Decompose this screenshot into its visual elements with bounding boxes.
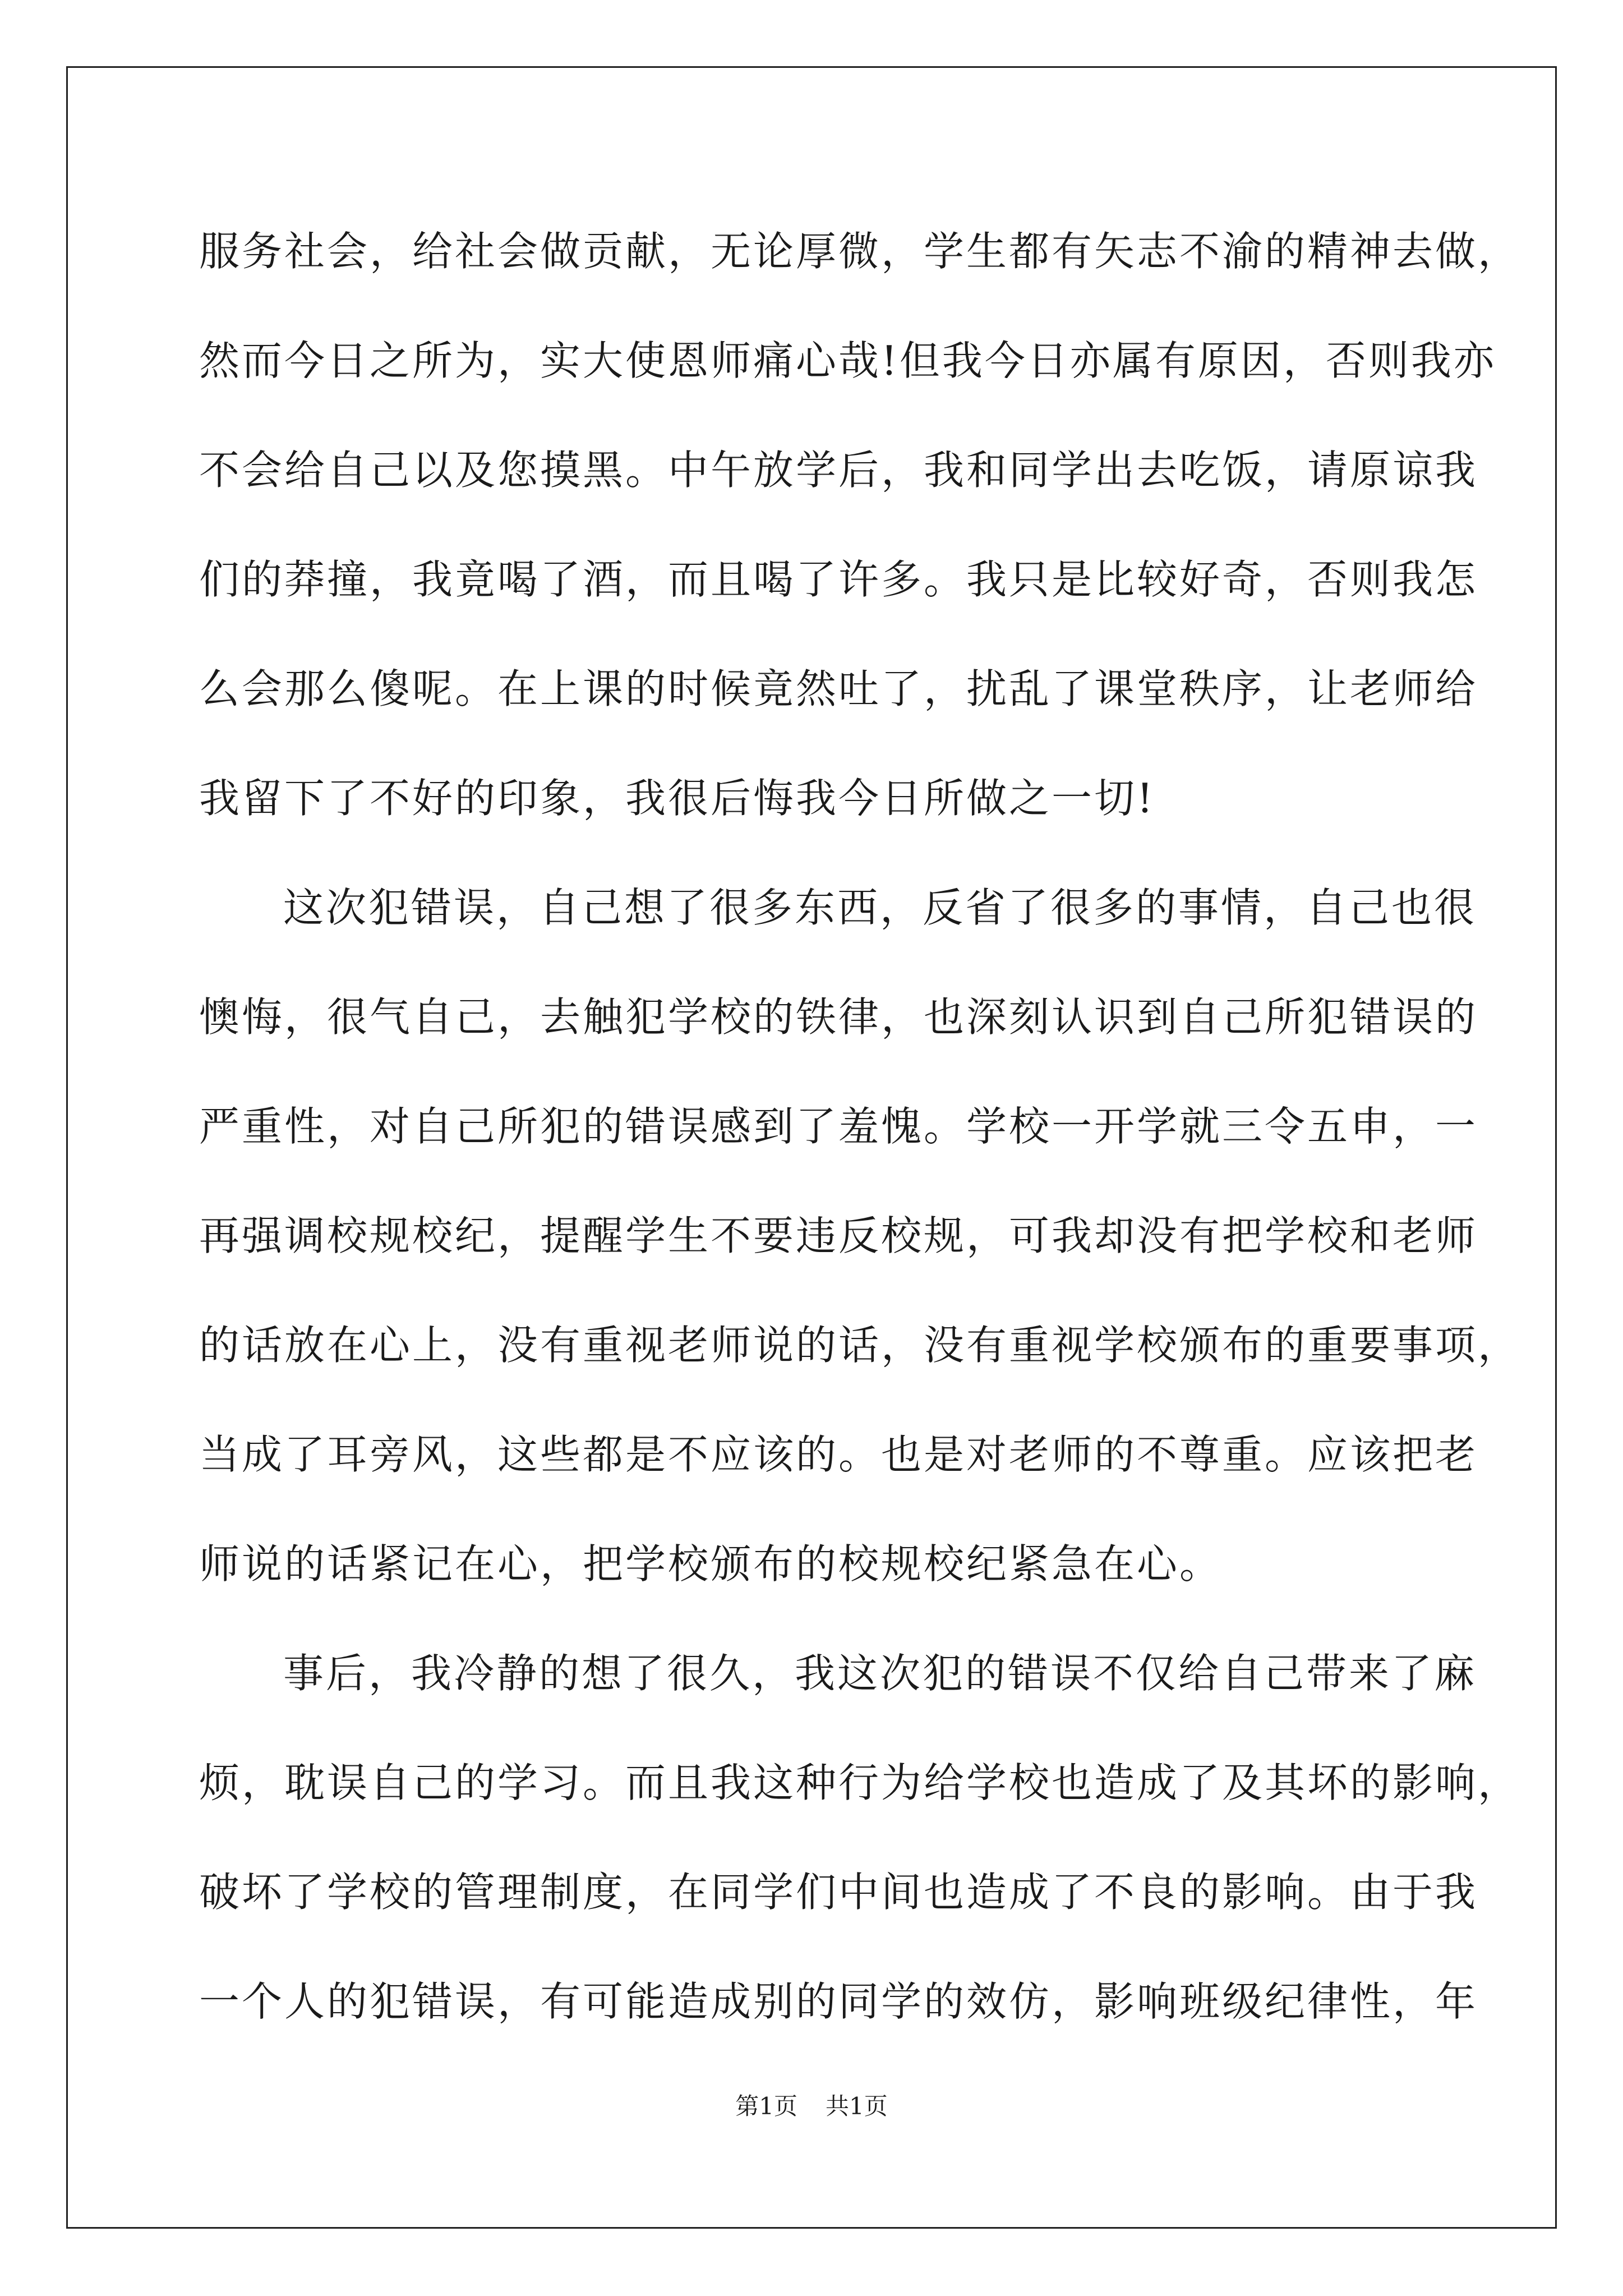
text-line: 不会给自己以及您摸黑。中午放学后，我和同学出去吃饭，请原谅我 [199, 447, 1478, 494]
text-line: 严重性，对自己所犯的错误感到了羞愧。学校一开学就三令五申，一 [199, 1103, 1478, 1150]
text-line: 服务社会，给社会做贡献，无论厚微，学生都有矢志不渝的精神去做， [199, 228, 1521, 275]
text-line: 懊悔，很气自己，去触犯学校的铁律，也深刻认识到自己所犯错误的 [199, 993, 1478, 1041]
text-line: 这次犯错误，自己想了很多东西，反省了很多的事情，自己也很 [283, 884, 1477, 931]
text-line: 事后，我冷静的想了很久，我这次犯的错误不仅给自己带来了麻 [283, 1650, 1477, 1697]
page-total: 共1页 [826, 2092, 888, 2120]
text-line: 再强调校规校纪，提醒学生不要违反校规，可我却没有把学校和老师 [199, 1212, 1478, 1259]
text-line: 破坏了学校的管理制度，在同学们中间也造成了不良的影响。由于我 [199, 1869, 1478, 1916]
page-number: 第1页 [735, 2092, 797, 2120]
page-footer [0, 2090, 1623, 2123]
text-line: 烦，耽误自己的学习。而且我这种行为给学校也造成了及其坏的影响， [199, 1759, 1521, 1806]
text-line: 一个人的犯错误，有可能造成别的同学的效仿，影响班级纪律性，年 [199, 1978, 1478, 2025]
text-line: 师说的话紧记在心，把学校颁布的校规校纪紧急在心。 [199, 1540, 1223, 1588]
text-line: 当成了耳旁风，这些都是不应该的。也是对老师的不尊重。应该把老 [199, 1431, 1478, 1478]
text-line: 我留下了不好的印象，我很后悔我今日所做之一切! [199, 775, 1155, 822]
text-line: 么会那么傻呢。在上课的时候竟然吐了，扰乱了课堂秩序，让老师给 [199, 665, 1478, 712]
text-line: 然而今日之所为，实大使恩师痛心哉!但我今日亦属有原因，否则我亦 [199, 337, 1496, 384]
text-line: 们的莽撞，我竟喝了酒，而且喝了许多。我只是比较好奇，否则我怎 [199, 556, 1478, 603]
text-line: 的话放在心上，没有重视老师说的话，没有重视学校颁布的重要事项， [199, 1322, 1521, 1369]
